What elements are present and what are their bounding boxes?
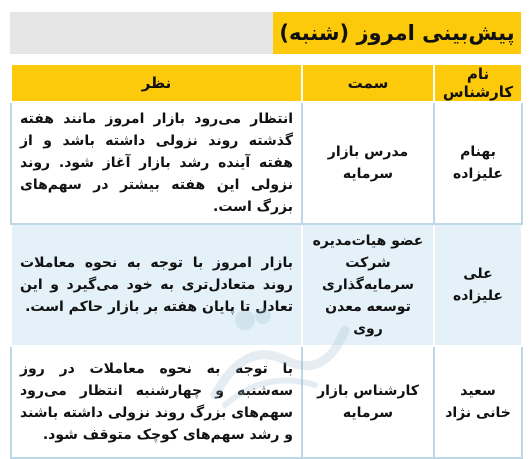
expert-opinion: با توجه به نحوه معاملات در روز سه‌شنبه و چهارشنبه انتظار می‌رود سهم‌های بزرگ روند نزولی داشته باشند و رشد سهم‌های کوچک متوقف شود. bbox=[11, 346, 302, 458]
column-header-role: سمت bbox=[302, 64, 434, 102]
expert-role: کارشناس بازار سرمایه bbox=[302, 346, 434, 458]
table-row bbox=[11, 224, 522, 346]
column-header-expert: نام کارشناس bbox=[434, 64, 522, 102]
expert-name: سعید خانی نژاد bbox=[434, 346, 522, 458]
table-row bbox=[11, 102, 522, 224]
expert-role: مدرس بازار سرمایه bbox=[302, 102, 434, 224]
expert-role: عضو هیات‌مدیره شرکت سرمایه‌گذاری توسعه معدن روی bbox=[302, 224, 434, 346]
page-title: پیش‌بینی امروز (شنبه) bbox=[273, 12, 521, 54]
forecast-table bbox=[10, 63, 523, 459]
header-bar bbox=[10, 12, 521, 54]
expert-name: علی علیزاده bbox=[434, 224, 522, 346]
expert-opinion: انتظار می‌رود بازار امروز مانند هفته گذشته روند نزولی داشته باشد و از هفته آینده رشد بازار آغاز شود. روند نزولی این هفته بیشتر در سهم‌های بزرگ است. bbox=[11, 102, 302, 224]
expert-name: بهنام علیزاده bbox=[434, 102, 522, 224]
table-row bbox=[11, 346, 522, 458]
column-header-opinion: نظر bbox=[11, 64, 302, 102]
table-header-row bbox=[11, 64, 522, 102]
expert-opinion: بازار امروز با توجه به نحوه معاملات روند متعادل‌تری به خود می‌گیرد و این تعادل تا پایان هفته بر بازار حاکم است. bbox=[11, 224, 302, 346]
